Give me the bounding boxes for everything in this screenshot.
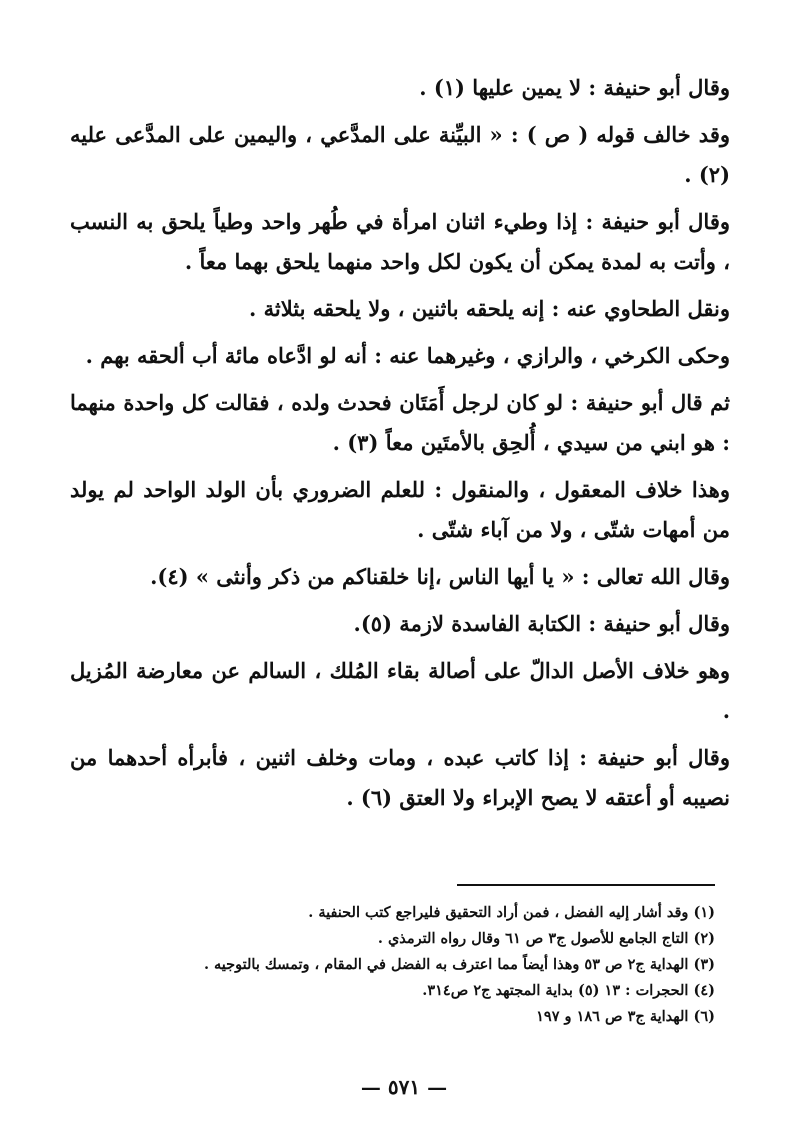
paragraph: وهو خلاف الأصل الدالّ على أصالة بقاء المُلك ، السالم عن معارضة المُزيل . [70, 658, 730, 723]
paragraph: وقال أبو حنيفة : إذا وطيء اثنان امرأة في طُهر واحد وطياً يلحق به النسب ، وأتت به لمدة يمكن أن يكون لكل واحد منهما يلحق بهما معاً . [70, 209, 730, 274]
paragraph: وقد خالف قوله ( ص ) : « البيِّنة على المدَّعي ، واليمين على المدَّعى عليه (٢) . [70, 122, 730, 187]
footnote: (١) وقد أشار إليه الفضل ، فمن أراد التحقيق فليراجع كتب الحنفية . [308, 904, 715, 921]
paragraph: وقال الله تعالى : « يا أيها الناس ،إنا خلقناكم من ذكر وأنثى » (٤). [150, 564, 730, 589]
footnote: (٤) الحجرات : ١٣ (٥) بداية المجتهد ج٢ ص٣١٤. [422, 982, 715, 999]
paragraph: وقال أبو حنيفة : الكتابة الفاسدة لازمة (٥). [353, 611, 730, 636]
paragraph: وهذا خلاف المعقول ، والمنقول : للعلم الضروري بأن الولد الواحد لم يولد من أمهات شتّى ، ولا من آباء شتّى . [70, 477, 730, 542]
footnote: (٦) الهداية ج٣ ص ١٨٦ و ١٩٧ [536, 1008, 715, 1025]
paragraph: وقال أبو حنيفة : لا يمين عليها (١) . [419, 75, 730, 100]
footnote: (٣) الهداية ج٢ ص ٥٣ وهذا أيضاً مما اعترف به الفضل في المقام ، وتمسك بالتوجيه . [203, 956, 715, 973]
paragraph: وحكى الكرخي ، والرازي ، وغيرهما عنه : أنه لو ادَّعاه مائة أب ألحقه بهم . [85, 343, 730, 368]
paragraph: ونقل الطحاوي عنه : إنه يلحقه باثنين ، ولا يلحقه بثلاثة . [249, 296, 730, 321]
footnote-divider [457, 884, 715, 886]
paragraph: ثم قال أبو حنيفة : لو كان لرجل أَمَتَان فحدث ولده ، فقالت كل واحدة منهما : هو ابني من سيدي ، أُلحِق بالأمتَين معاً (٣) . [70, 390, 730, 455]
paragraph: وقال أبو حنيفة : إذا كاتب عبده ، ومات وخلف اثنين ، فأبرأه أحدهما من نصيبه أو أعتقه لا يصح الإبراء ولا العتق (٦) . [70, 745, 730, 810]
main-text [70, 68, 730, 825]
footnote: (٢) التاج الجامع للأصول ج٣ ص ٦١ وقال رواه الترمذي . [377, 930, 715, 947]
footnotes [70, 900, 715, 1030]
page-number: — ٥٧١ — [360, 1075, 448, 1099]
